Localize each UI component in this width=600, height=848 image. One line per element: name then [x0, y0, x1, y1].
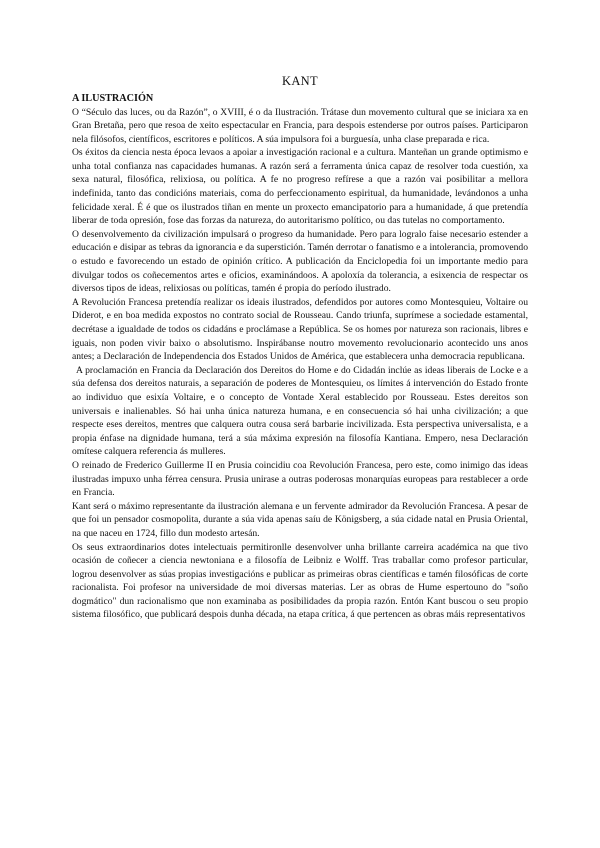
paragraph-7: Kant será o máximo representante da ilustración alemana e un fervente admirador da Revolución Francesa. A pesar de que foi un pensador cosmopolita, durante a súa vida apenas saíu de Königsberg, a súa cidade natal en Prusia Oriental, na que naceu en 1724, fillo dun modesto artesán. — [72, 500, 528, 539]
document-page — [72, 74, 528, 622]
paragraph-2: Os éxitos da ciencia nesta época levaos a apoiar a investigación racional e a cultura. Manteñan un grande optimismo e unha total confianza nas capacidades humanas. A razón será a ferramenta única capaz de resolver toda cuestión, xa sexa natural, filosófica, relixiosa, ou política. A fe no progreso refírese a que a razón vai posibilitar a mellora indefinida, tanto das condicións materiais, coma do perfeccionamento espiritual, da humanidade, levándonos a unha felicidade xeral. É é que os ilustrados tiñan en mente un proxecto emancipatorio para a humanidade, á que pretendía liberar de toda opresión, fose das forzas da natureza, do autoritarismo político, ou das tutelas no comportamento. — [72, 147, 528, 227]
paragraph-4: A Revolución Francesa pretendía realizar os ideais ilustrados, defendidos por autores como Montesquieu, Voltaire ou Diderot, e en boa medida expostos no contrato social de Rousseau. Cando triunfa, suprímese a sociedade estamental, decrétase a igualdade de todos os cidadáns e proclámase a República. Se os homes por natureza son racionais, libres e iguais, non poden vivir baixo o absolutismo. Inspirábanse noutro movemento revolucionario acontecido uns anos antes; a Declaración de Independencia dos Estados Unidos de América, que establecera unha democracia republicana. — [72, 296, 528, 363]
paragraph-1: O “Século das luces, ou da Razón”, o XVIII, é o da Ilustración. Trátase dun movemento cultural que se iniciara xa en Gran Bretaña, pero que resoa de xeito espectacular en Francia, para despois estenderse por outros países. Participaron nela filósofos, científicos, escritores e políticos. A súa impulsora foi a burguesía, unha clase preparada e rica. — [72, 106, 528, 145]
page-title: KANT — [282, 74, 318, 88]
section-heading: A ILUSTRACIÓN — [72, 93, 154, 104]
paragraph-5: A proclamación en Francia da Declaración dos Dereitos do Home e do Cidadán inclúe as ideas liberais de Locke e a súa defensa dos dereitos naturais, a separación de poderes de Montesquieu, os límites á intervención do Estado fronte ao individuo que esixía Voltaire, e o concepto de Vontade Xeral establecido por Rousseau. Estes dereitos son universais e inalienables. Só hai unha única natureza humana, e en consecuencia só hai unha civilización; a que respecte eses dereitos, mentres que calquera outra cousa será barbarie incivilizada. Esta perspectiva universalista, e a propia énfase na dignidade humana, terá a súa máxima expresión na filosofía Kantiana. Empero, nesa Declaración omítese calquera referencia ás mulleres. — [72, 364, 528, 458]
paragraph-6: O reinado de Frederico Guillerme II en Prusia coincidiu coa Revolución Francesa, pero este, como inimigo das ideas ilustradas impuxo unha férrea censura. Prusia unirase a outras poderosas monarquías europeas para restablecer a orde en Francia. — [72, 459, 528, 499]
paragraph-3: O desenvolvemento da civilización impulsará o progreso da humanidade. Pero para logralo faise necesario estender a educación e disipar as tebras da ignorancia e da superstición. Tamén derrotar o fanatismo e a intolerancia, promovendo o estudo e favorecendo un estado de opinión crítico. A publicación da Enciclopedia foi un importante medio para divulgar todos os coñecementos artes e oficios, examinándoos. A apoloxía da tolerancia, a esixencia de respectar os diversos tipos de ideas, relixiosas ou políticas, tamén é propia do período ilustrado. — [72, 228, 529, 295]
paragraph-8: Os seus extraordinarios dotes intelectuais permitironlle desenvolver unha brillante carreira académica na que tivo ocasión de coñecer a ciencia newtoniana e a filosofía de Leibniz e Wolff. Tras traballar como profesor particular, logrou desenvolver as súas propias investigacións e publicar as primeiras obras científicas e tamén filosóficas de corte racionalista. Foi profesor na universidade de moi diversas materias. Ler as obras de Hume espertouno do "soño dogmático" dun racionalismo que non examinaba as posibilidades da propia razón. Entón Kant buscou o seu propio sistema filosófico, que publicará despois dunha década, na etapa crítica, á que pertencen as obras máis representativos — [72, 541, 528, 621]
